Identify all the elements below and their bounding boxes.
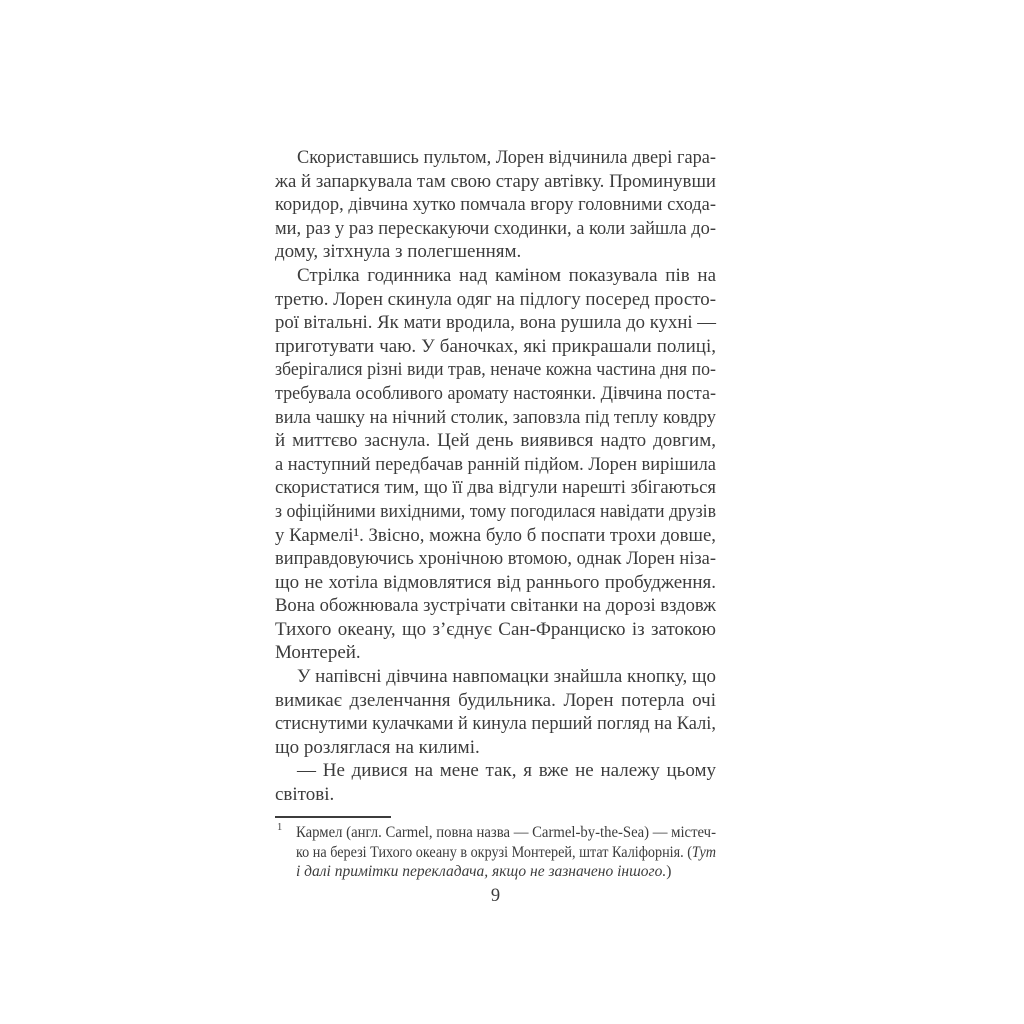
text-line: жа й запаркувала там свою стару автівку. Проминувши: [275, 170, 716, 192]
text-line: Скориставшись пультом, Лорен відчинила двері гара-: [297, 147, 716, 168]
text-line: У напівсні дівчина навпомацки знайшла кнопку, що: [297, 666, 716, 688]
footnote-lines: [275, 823, 716, 882]
footnote-line: Кармел (англ. Carmel, повна назва — Carmel-by-the-Sea) — містеч-: [296, 824, 716, 841]
text-line: що розляглася на килимі.: [275, 736, 480, 758]
page-number: 9: [490, 886, 501, 906]
text-line: вила чашку на нічний столик, заповзла під теплу ковдру: [275, 406, 716, 428]
paragraph: [275, 759, 716, 806]
paragraph: [275, 264, 716, 665]
footnote: [275, 823, 716, 882]
text-line: вимикає дзеленчання будильника. Лорен потерла очі: [275, 689, 716, 711]
text-line: рої вітальні. Як мати вродила, вона рушила до кухні —: [275, 312, 716, 334]
text-line: Монтерей.: [275, 642, 361, 664]
text-line: скористатися тим, що її два відгули нарешті збігаються: [275, 477, 716, 499]
text-line: стиснутими кулачками й кинула перший погляд на Калі,: [275, 713, 716, 735]
text-line: приготувати чаю. У баночках, які прикрашали полиці,: [275, 335, 716, 357]
text-line: що не хотіла відмовлятися від раннього пробудження.: [275, 571, 716, 593]
text-line: ми, раз у раз перескакуючи сходинки, а коли зайшла до-: [275, 217, 716, 239]
text-line: третю. Лорен скинула одяг на підлогу посеред просто-: [275, 288, 716, 310]
text-line: виправдовуючись хронічною втомою, однак Лорен ніза-: [275, 548, 716, 570]
paragraph: [275, 146, 716, 264]
text-line: коридор, дівчина хутко помчала вгору головними схода-: [275, 194, 716, 216]
footnote-line: ко на березі Тихого океану в окрузі Монтерей, штат Каліфорнія. (Тут: [296, 843, 716, 861]
text-line: а наступний передбачав ранній підйом. Лорен вирішила: [275, 453, 716, 475]
text-line: з офіційними вихідними, тому погодилася навідати друзів: [275, 500, 716, 522]
text-line: у Кармелі¹. Звісно, можна було б поспати трохи довше,: [275, 524, 716, 546]
text-line: й миттєво заснула. Цей день виявився надто довгим,: [275, 430, 716, 452]
body-text-block: [275, 146, 716, 807]
text-line: Стрілка годинника над каміном показувала пів на: [297, 264, 716, 286]
text-line: Тихого океану, що з’єднує Сан-Франциско із затокою: [275, 618, 716, 640]
text-line: дому, зітхнула з полегшенням.: [275, 241, 522, 263]
footnote-marker: 1: [277, 822, 283, 833]
text-line: Вона обожнювала зустрічати світанки на дорозі вздовж: [275, 595, 716, 617]
text-line: — Не дивися на мене так, я вже не належу цьому: [297, 760, 716, 782]
footnote-line: і далі примітки перекладача, якщо не зазначено іншого.): [296, 863, 672, 880]
footnote-rule: [275, 816, 391, 818]
paragraph: [275, 665, 716, 759]
text-line: світові.: [275, 784, 335, 806]
text-line: зберігалися різні види трав, неначе кожна частина дня по-: [275, 359, 716, 381]
text-line: требувала особливого аромату настоянки. Дівчина поста-: [275, 382, 716, 404]
